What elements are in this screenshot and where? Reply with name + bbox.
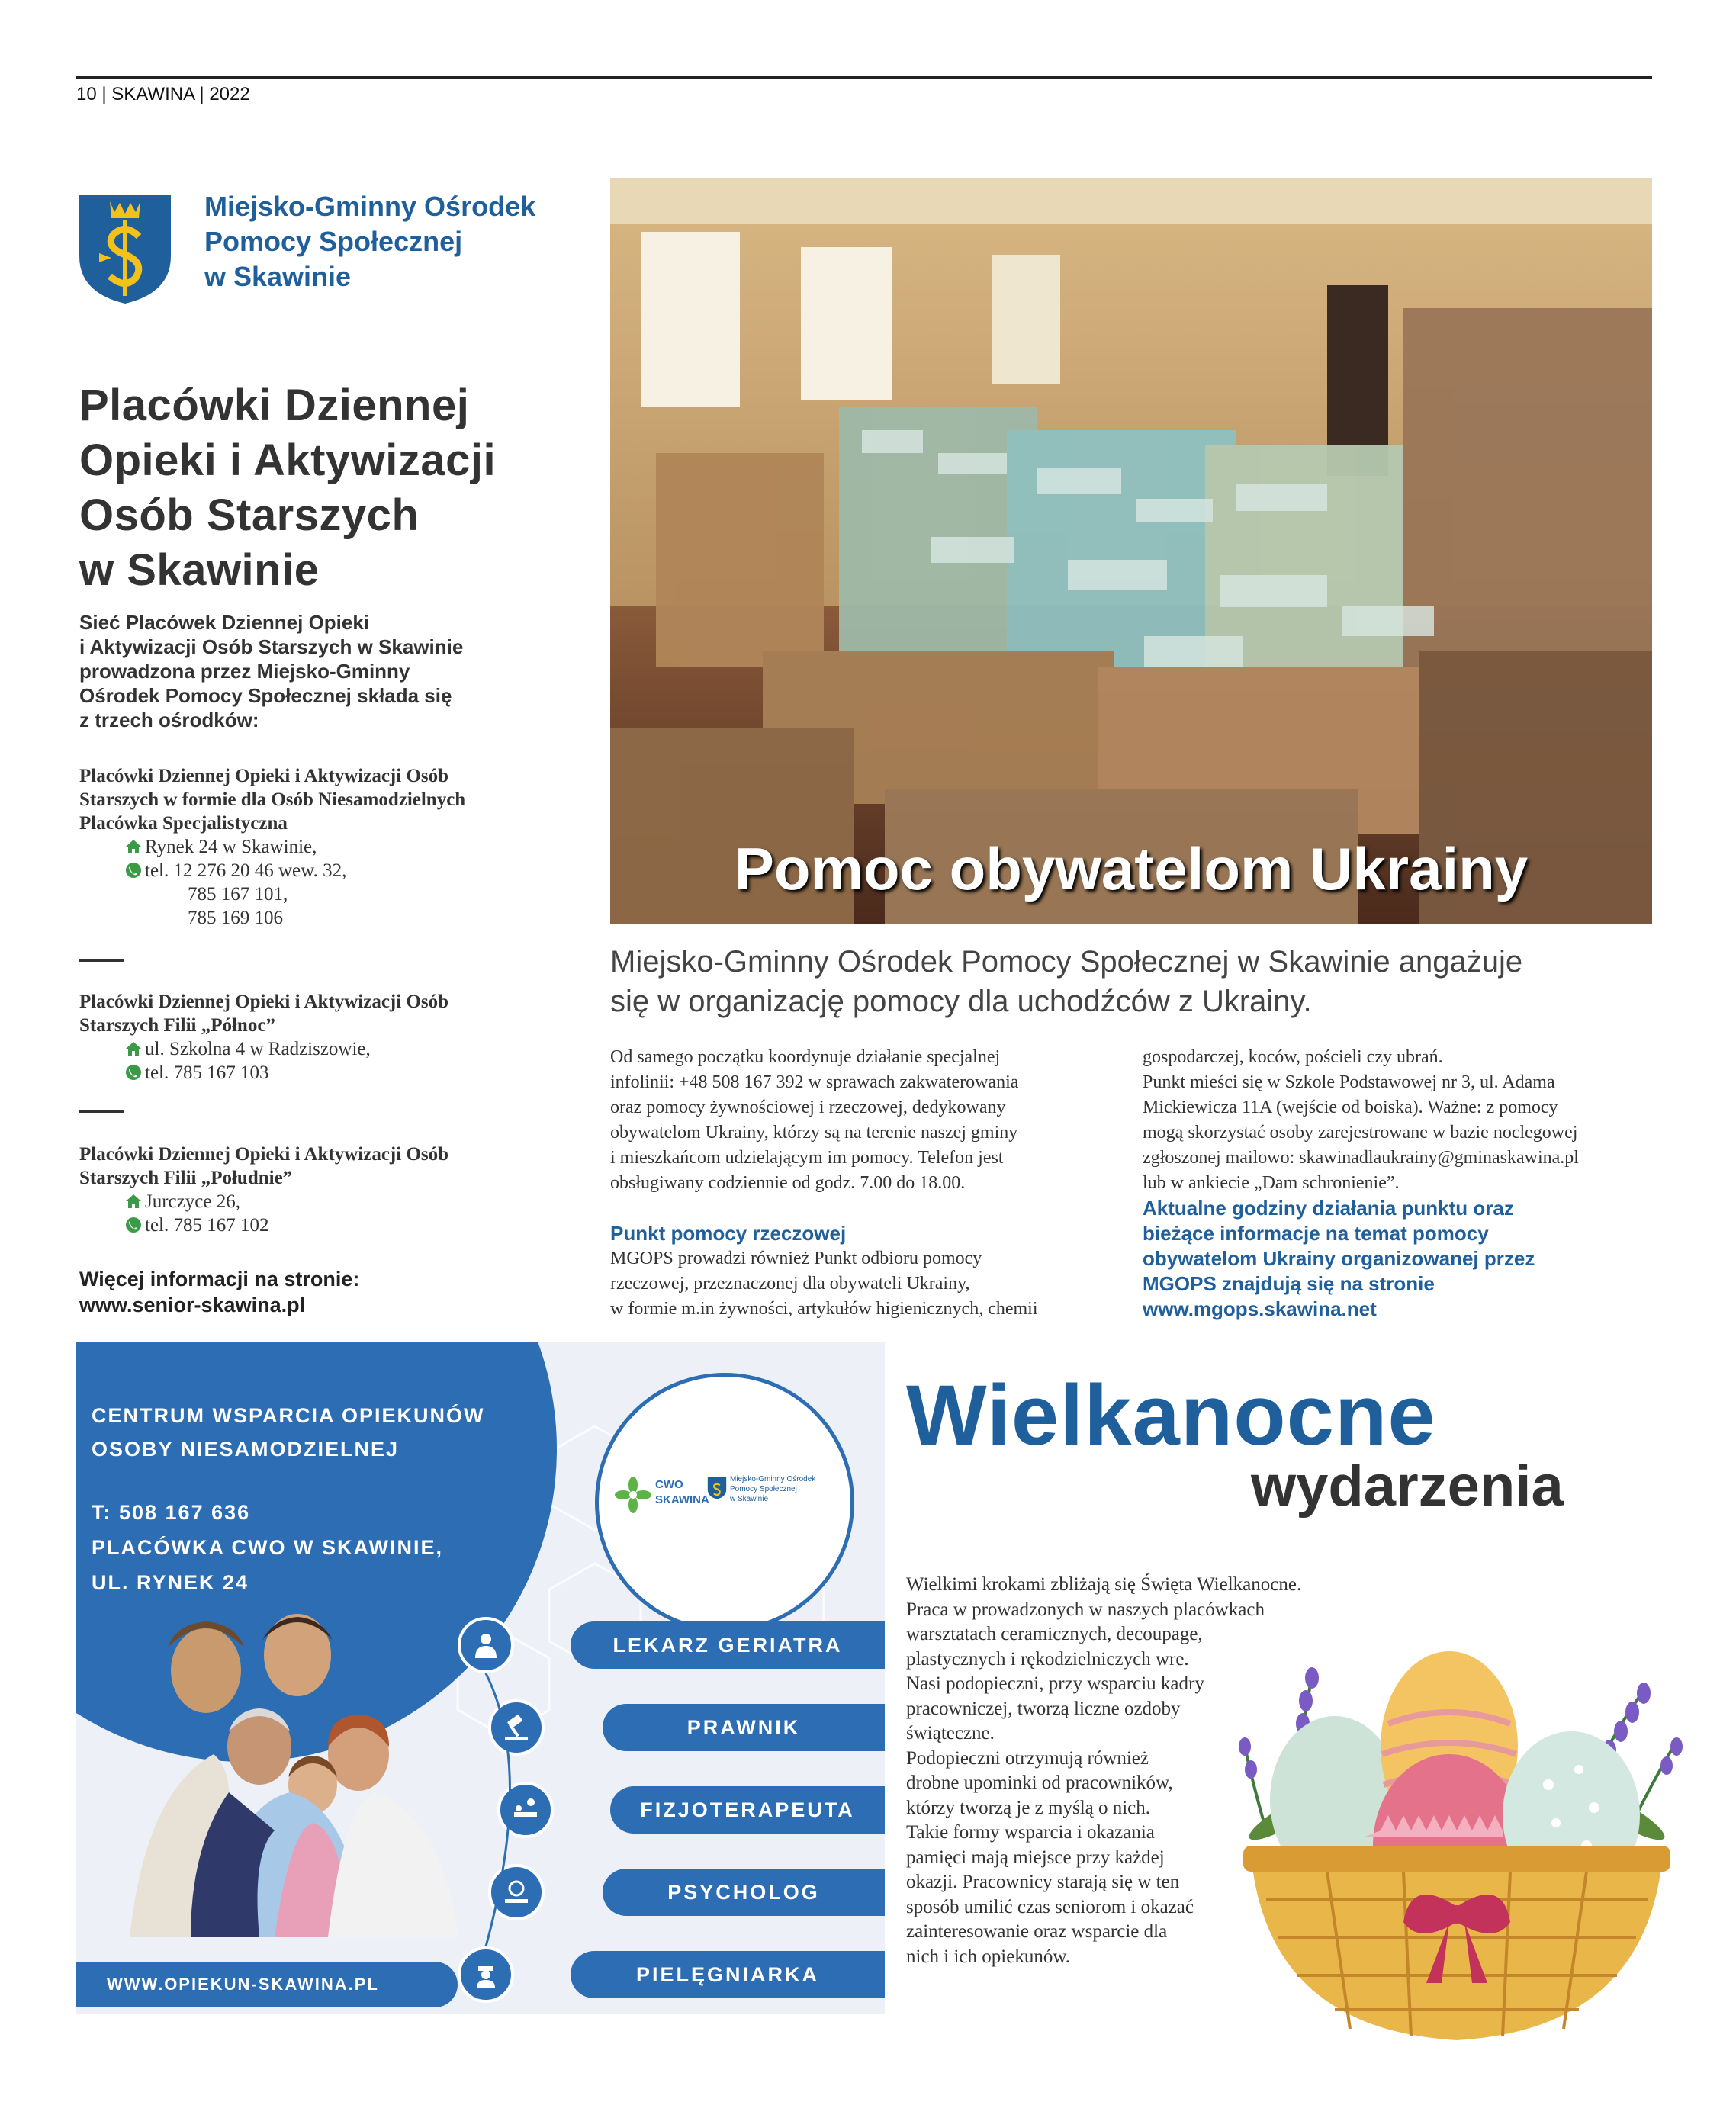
gavel-glyph-icon: [502, 1713, 531, 1742]
publication-year: 2022: [209, 84, 250, 104]
easter-text-narrow: drobne upominki od pracowników, którzy tworzą je z myślą o nich. Takie formy wsparcia i okazania pamięci mają miejsce przy każdej okazji. Pracownicy starają się w ten sposób umilić czas seniorom i okazać zainteresowanie oraz wsparcie dla nich i ich opiekunów.: [906, 1773, 1194, 1967]
separator: [79, 959, 124, 962]
article-column-1: Od samego początku koordynuje działanie specjalnej infolinii: +48 508 167 392 w sprawach zakwaterowania oraz pomocy żywnościowej i rzeczowej, dedykowany obywatelom Ukrainy, którzy są na terenie naszej gminy i mieszkańcom udzielającym im pomocy. Telefon jest obsługiwany codziennie od godz. 7.00 do 18.00. Punkt pomocy rzeczowej MGOPS prowadzi również Punkt odbioru pomocy rzeczowej, przeznaczonej dla obywateli Ukrainy, w formie m.in żywności, artykułów higienicznych, chemii: [610, 1045, 1129, 1322]
mgops-logo-text: Miejsko-Gminny Ośrodek Pomocy Społecznej w Skawinie: [730, 1475, 816, 1503]
mgops-website-link[interactable]: www.mgops.skawina.net: [1143, 1297, 1377, 1320]
easter-title: Wielkanocne: [906, 1368, 1436, 1463]
more-info: Więcej informacji na stronie: www.senior-skawina.pl: [79, 1266, 583, 1318]
phone-icon: [125, 1064, 142, 1081]
header-rule: [76, 76, 1652, 79]
phone-icon: [125, 862, 142, 879]
phone-icon: [125, 1217, 142, 1233]
photo-title: Pomoc obywatelom Ukrainy: [734, 835, 1529, 902]
article-highlight: Aktualne godziny działania punktu oraz bieżące informacje na temat pomocy obywatelom Ukrainy organizowanej przez MGOPS znajdują się na stronie www.mgops.skawina.net: [1143, 1196, 1661, 1322]
cwo-logo-text: CWO SKAWINA: [655, 1478, 709, 1506]
skawina-coat-of-arms-icon: [76, 192, 174, 307]
org-name: Miejsko-Gminny Ośrodek Pomocy Społecznej w Skawinie: [204, 191, 536, 292]
psychology-glyph-icon: [502, 1878, 531, 1907]
donations-room-photo: [610, 178, 1652, 924]
separator: [79, 1110, 124, 1113]
article-subheading: Punkt pomocy rzeczowej: [610, 1222, 847, 1245]
article-lead: Miejsko-Gminny Ośrodek Pomocy Społecznej w Skawinie angażuje się w organizację pomocy dla uchodźców z Ukrainy.: [610, 945, 1523, 1018]
section-intro: Sieć Placówek Dziennej Opieki i Aktywizacji Osób Starszych w Skawinie prowadzona przez Miejsko-Gminny Ośrodek Pomocy Społecznej składa się z trzech ośrodków:: [79, 611, 464, 731]
location-entry: Placówki Dziennej Opieki i Aktywizacji Osób Starszych Filii „Północ” ul. Szkolna 4 w Radziszowie, tel. 785 167 103: [79, 992, 449, 1083]
home-icon: [125, 838, 142, 855]
location-entry: Placówki Dziennej Opieki i Aktywizacji Osób Starszych Filii „Południe” Jurczyce 26, tel. 785 167 102: [79, 1144, 449, 1236]
cwo-heading: CENTRUM WSPARCIA OPIEKUNÓW OSOBY NIESAMODZIELNEJ: [92, 1404, 485, 1461]
senior-website-link[interactable]: www.senior-skawina.pl: [79, 1294, 306, 1316]
service-psycholog: PSYCHOLOG: [603, 1869, 885, 1916]
publication-name: SKAWINA: [111, 84, 194, 104]
cwo-advertisement: [76, 1342, 885, 2014]
location-entry: Placówki Dziennej Opieki i Aktywizacji Osób Starszych w formie dla Osób Niesamodzielnych Placówka Specjalistyczna Rynek 24 w Skawinie, tel. 12 276 20 46 wew. 32, 785 167 101, 785 169 106: [79, 766, 466, 928]
article-column-2: gospodarczej, koców, pościeli czy ubrań. Punkt mieści się w Szkole Podstawowej nr 3, ul. Adama Mickiewicza 11A (wejście od boiska). Ważne: z pomocy mogą skorzystać osoby zarejestrowane w bazie noclegowej zgłoszonej mailowo: skawinadlaukrainy@gminaskawina.pl lub w ankiecie „Dam schronienie”. Aktualne godziny działania punktu oraz bieżące informacje na temat pomocy obywatelom Ukrainy organizowanej przez MGOPS znajdują się na stronie www.mgops.skawina.net: [1143, 1045, 1661, 1322]
home-icon: [125, 1040, 142, 1057]
physio-glyph-icon: [511, 1795, 540, 1824]
easter-text-wide: Wielkimi krokami zbliżają się Święta Wielkanocne. Praca w prowadzonych w naszych placówkach warsztatach ceramicznych, decoupage, plastycznych i rękodzielniczych wre. Nasi podopieczni, przy wsparciu kadry pracowniczej, tworzą liczne ozdoby świąteczne. Podopieczni otrzymują również: [906, 1574, 1302, 1769]
service-lekarz-geriatra: LEKARZ GERIATRA: [571, 1621, 885, 1669]
easter-basket-illustration: [1220, 1625, 1693, 2052]
page-number: 10: [76, 84, 97, 104]
service-pielegniarka: PIELĘGNIARKA: [571, 1951, 885, 1998]
cwo-contact: T: 508 167 636 PLACÓWKA CWO W SKAWINIE, UL. RYNEK 24: [92, 1501, 443, 1594]
easter-subtitle: wydarzenia: [1251, 1454, 1564, 1519]
service-fizjoterapeuta: FIZJOTERAPEUTA: [610, 1786, 885, 1834]
cwo-website-link[interactable]: WWW.OPIEKUN-SKAWINA.PL: [76, 1962, 458, 2007]
section-title: Placówki Dziennej Opieki i Aktywizacji Osób Starszych w Skawinie: [79, 381, 497, 595]
service-prawnik: PRAWNIK: [603, 1704, 885, 1751]
home-icon: [125, 1193, 142, 1210]
nurse-glyph-icon: [471, 1960, 500, 1989]
doctor-glyph-icon: [471, 1631, 500, 1660]
page-header: 10 | SKAWINA | 2022: [76, 84, 250, 104]
